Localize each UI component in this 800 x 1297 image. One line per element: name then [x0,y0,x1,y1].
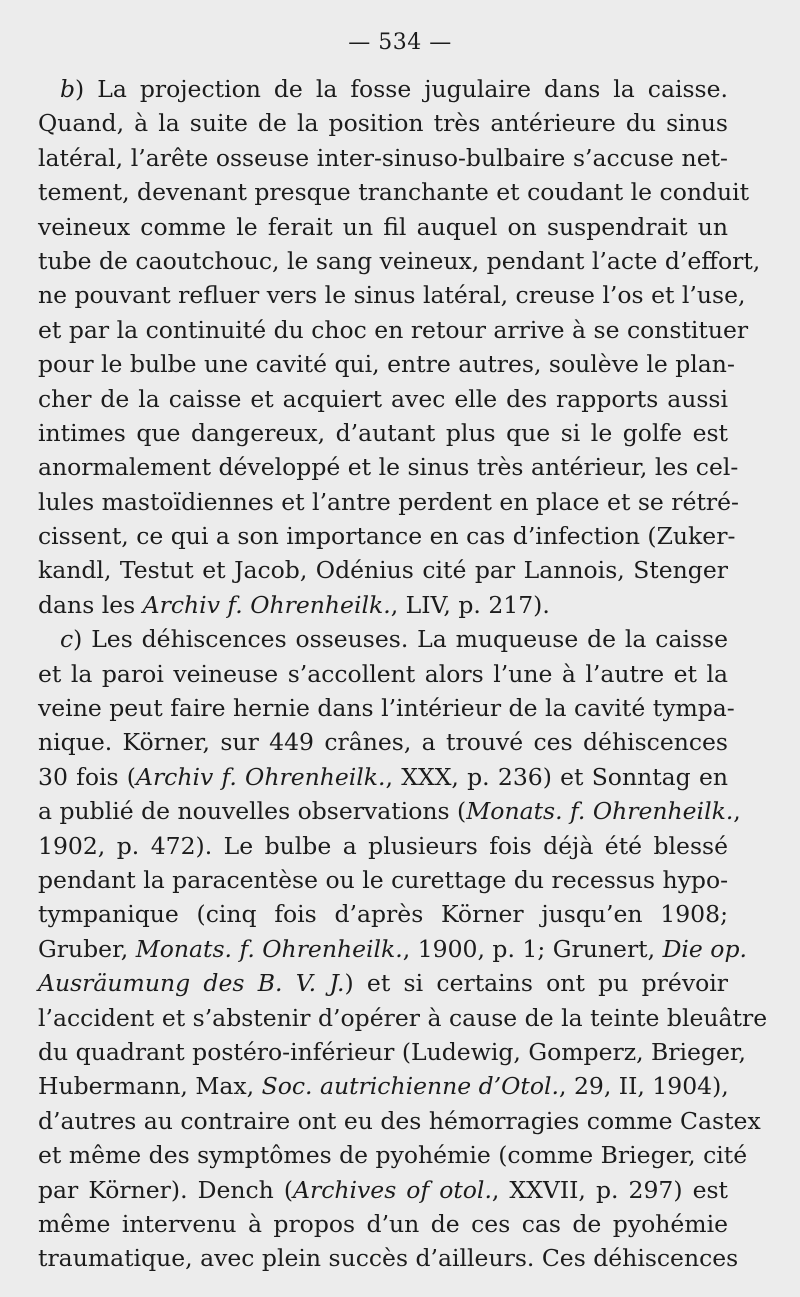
text-line [38,210,728,244]
italic-text: Ausräumung des B. V. J. [38,969,345,998]
text-line [38,1104,761,1138]
italic-text: Archiv f. Ohrenheilk. [142,590,391,619]
text-line [38,72,728,106]
text-line [38,313,749,347]
text-line [38,1138,748,1172]
text-line [38,1001,768,1035]
text-segment: veineux comme le ferait un fil auquel on suspendrait un [38,212,728,241]
text-segment: ) et si certains ont pu prévoir [344,969,729,998]
text-line [38,794,741,828]
text-line [38,347,735,381]
text-segment: Gruber, [38,934,136,963]
text-segment: kandl, Testut et Jacob, Odénius cité par Lannois, Stenger [38,556,728,585]
italic-text: c [60,625,74,654]
text-line [38,588,728,622]
text-segment: même intervenu à propos d’un de ces cas de pyohémie [38,1209,728,1238]
italic-text: Soc. autrichienne d’Otol. [261,1072,560,1101]
italic-text: Archives of otol. [293,1175,492,1204]
text-line [38,1173,728,1207]
text-segment: cher de la caisse et acquiert avec elle des rapports aussi [38,384,728,413]
text-line [38,485,739,519]
text-segment: 30 fois ( [38,762,136,791]
text-segment: Hubermann, Max, [38,1072,262,1101]
text-segment: l’accident et s’abstenir d’opérer à cause de la teinte bleuâtre [38,1003,768,1032]
text-segment: et même des symptômes de pyohémie (comme Brieger, cité [38,1141,748,1170]
text-segment: dans les [38,590,143,619]
text-segment: et par la continuité du choc en retour arrive à se constituer [38,315,749,344]
text-segment: , XXVII, p. 297) est [491,1175,728,1204]
text-line [38,1035,747,1069]
text-line [38,450,739,484]
text-line [38,1069,728,1103]
text-segment: veine peut faire hernie dans l’intérieur de la cavité tympa- [38,694,735,723]
text-line [38,863,728,897]
text-line [38,553,728,587]
text-line [38,1241,739,1275]
text-line [38,829,728,863]
page-number: — 534 — [348,30,452,55]
text-segment: pour le bulbe une cavité qui, entre autres, soulève le plan- [38,350,735,379]
text-line [38,175,750,209]
text-segment: ) Les déhiscences osseuses. La muqueuse de la caisse [73,625,728,654]
italic-text: Monats. f. Ohrenheilk. [135,934,403,963]
text-line [38,106,728,140]
text-line [38,244,761,278]
text-line [38,897,728,931]
text-segment: , LIV, p. 217). [390,590,550,619]
italic-text: Monats. f. Ohrenheilk. [466,797,734,826]
text-segment: anormalement développé et le sinus très antérieur, les cel- [38,453,739,482]
text-segment: tement, devenant presque tranchante et coudant le conduit [38,178,750,207]
text-line [38,1207,728,1241]
text-segment: et la paroi veineuse s’accollent alors l’une à l’autre et la [38,659,728,688]
text-line [38,519,736,553]
text-line [38,622,728,656]
text-line [38,760,728,794]
text-segment: intimes que dangereux, d’autant plus que si le golfe est [38,418,728,447]
text-segment: nique. Körner, sur 449 crânes, a trouvé ces déhiscences [38,728,728,757]
text-segment: ) La projection de la fosse jugulaire dans la caisse. [75,75,728,103]
text-line [38,657,728,691]
text-segment: tube de caoutchouc, le sang veineux, pendant l’acte d’effort, [38,246,761,275]
text-segment: 1902, p. 472). Le bulbe a plusieurs fois déjà été blessé [38,831,728,860]
italic-text: Archiv f. Ohrenheilk. [135,762,386,791]
text-segment: traumatique, avec plein succès d’ailleurs. Ces déhiscences [38,1244,739,1273]
body-text [38,72,768,1276]
text-line [38,382,728,416]
text-segment: , 29, II, 1904), [559,1072,729,1101]
text-line [38,416,728,450]
text-segment: lules mastoïdiennes et l’antre perdent en place et se rétré- [38,487,739,516]
italic-text: b [60,75,76,103]
text-segment: pendant la paracentèse ou le curettage du recessus hypo- [38,865,729,894]
text-segment: ne pouvant refluer vers le sinus latéral, creuse l’os et l’use, [38,281,746,310]
text-segment: Quand, à la suite de la position très antérieure du sinus [38,109,728,138]
text-line [38,141,728,175]
text-segment: , 1900, p. 1; Grunert, [402,934,663,963]
text-segment: par Körner). Dench ( [38,1175,293,1204]
text-segment: , [733,797,741,826]
text-line [38,278,746,312]
text-segment: cissent, ce qui a son importance en cas d’infection (Zuker- [38,522,736,551]
text-line [38,966,728,1000]
text-segment: latéral, l’arête osseuse inter-sinuso-bulbaire s’accuse net- [38,143,728,172]
text-segment: a publié de nouvelles observations ( [38,797,467,826]
text-segment: d’autres au contraire ont eu des hémorragies comme Castex [38,1106,761,1135]
italic-text: Die op. [662,934,747,963]
text-segment: , XXX, p. 236) et Sonntag en [385,762,728,791]
text-line [38,691,735,725]
text-line [38,932,747,966]
text-segment: du quadrant postéro-inférieur (Ludewig, Gomperz, Brieger, [38,1037,747,1066]
text-line [38,725,728,759]
text-segment: tympanique (cinq fois d’après Körner jusqu’en 1908; [38,900,728,929]
